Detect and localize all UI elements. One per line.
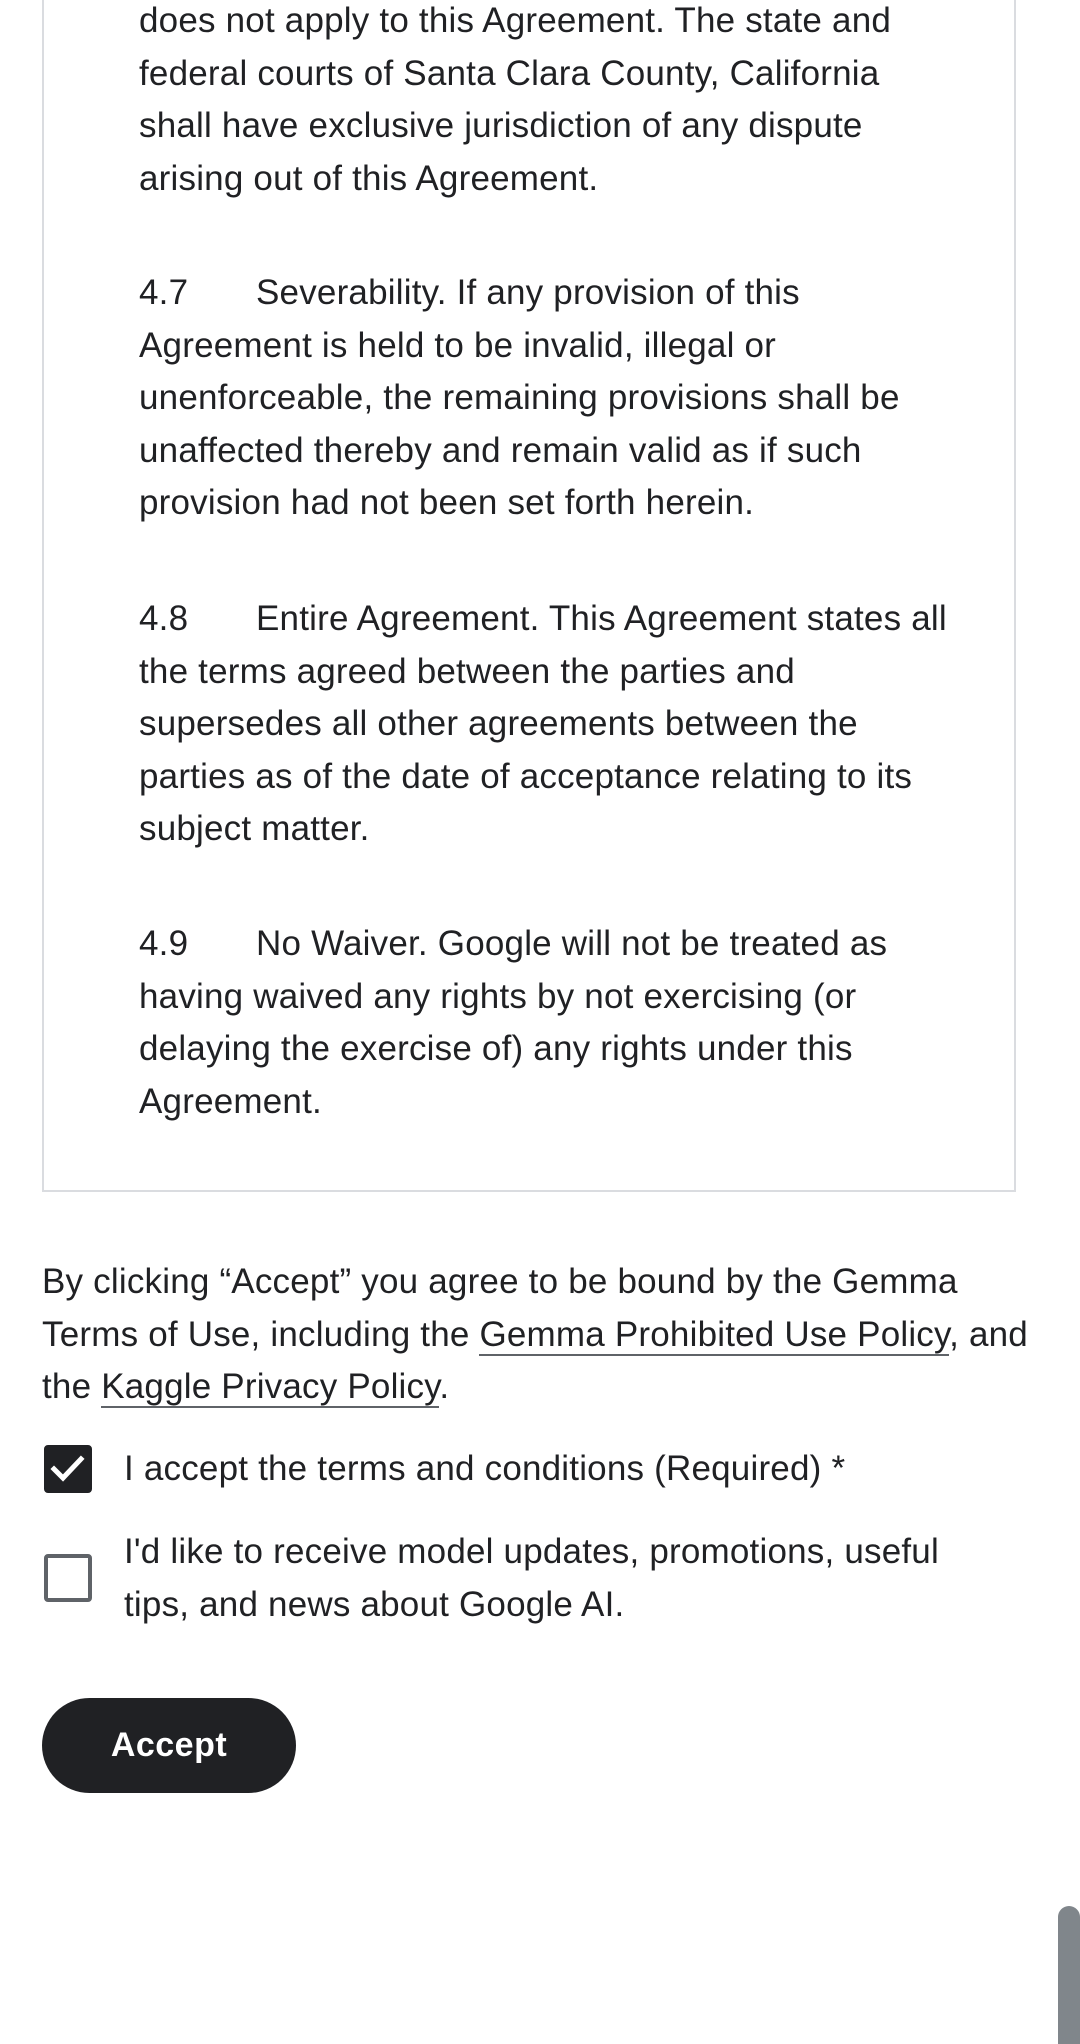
clause-text: No Waiver. Google will not be treated as having waived any rights by not exercising (or delaying the exercise of) any rights under this Agreement. xyxy=(139,924,888,1121)
clause-4-7 xyxy=(139,267,959,530)
notice-prefix: By clicking “Accept” you agree to be bound by the Gemma Terms of Use, including the xyxy=(42,1262,958,1354)
accept-terms-text: I accept the terms and conditions (Required) xyxy=(124,1449,822,1488)
notice-middle: , and the xyxy=(42,1314,1028,1407)
clause-number: 4.8 xyxy=(139,599,189,638)
prohibited-use-policy-link[interactable]: Gemma Prohibited Use Policy xyxy=(479,1314,950,1354)
clause-4-9 xyxy=(139,918,959,1128)
clause-text: Severability. If any provision of this Agreement is held to be invalid, illegal or unenforceable, the remaining provisions shall be unaffected thereby and remain valid as if such provision had not been set forth herein. xyxy=(139,273,900,523)
scrollbar-thumb[interactable] xyxy=(1058,1906,1080,2044)
clause-number: 4.7 xyxy=(139,273,189,312)
accept-terms-checkbox[interactable] xyxy=(44,1445,92,1493)
clause-number: 4.9 xyxy=(139,924,189,963)
clause-4-8 xyxy=(139,593,959,856)
marketing-updates-label[interactable]: I'd like to receive model updates, promotions, useful tips, and news about Google AI. xyxy=(124,1532,939,1624)
clause-text: Entire Agreement. This Agreement states all the terms agreed between the parties and supersedes all other agreements between the parties as of the date of acceptance relating to its subject matter. xyxy=(139,599,947,849)
privacy-policy-link[interactable]: Kaggle Privacy Policy xyxy=(101,1367,440,1407)
required-marker: * xyxy=(831,1449,846,1488)
accept-terms-label[interactable] xyxy=(124,1443,1004,1496)
accept-button[interactable]: Accept xyxy=(42,1698,296,1793)
checkmark-icon xyxy=(47,1448,89,1490)
terms-intro-paragraph: does not apply to this Agreement. The state and federal courts of Santa Clara County, California shall have exclusive jurisdiction of any dispute arising out of this Agreement. xyxy=(139,1,892,198)
notice-suffix: . xyxy=(439,1367,450,1407)
acceptance-notice xyxy=(42,1256,1042,1414)
marketing-updates-checkbox[interactable] xyxy=(44,1554,92,1602)
